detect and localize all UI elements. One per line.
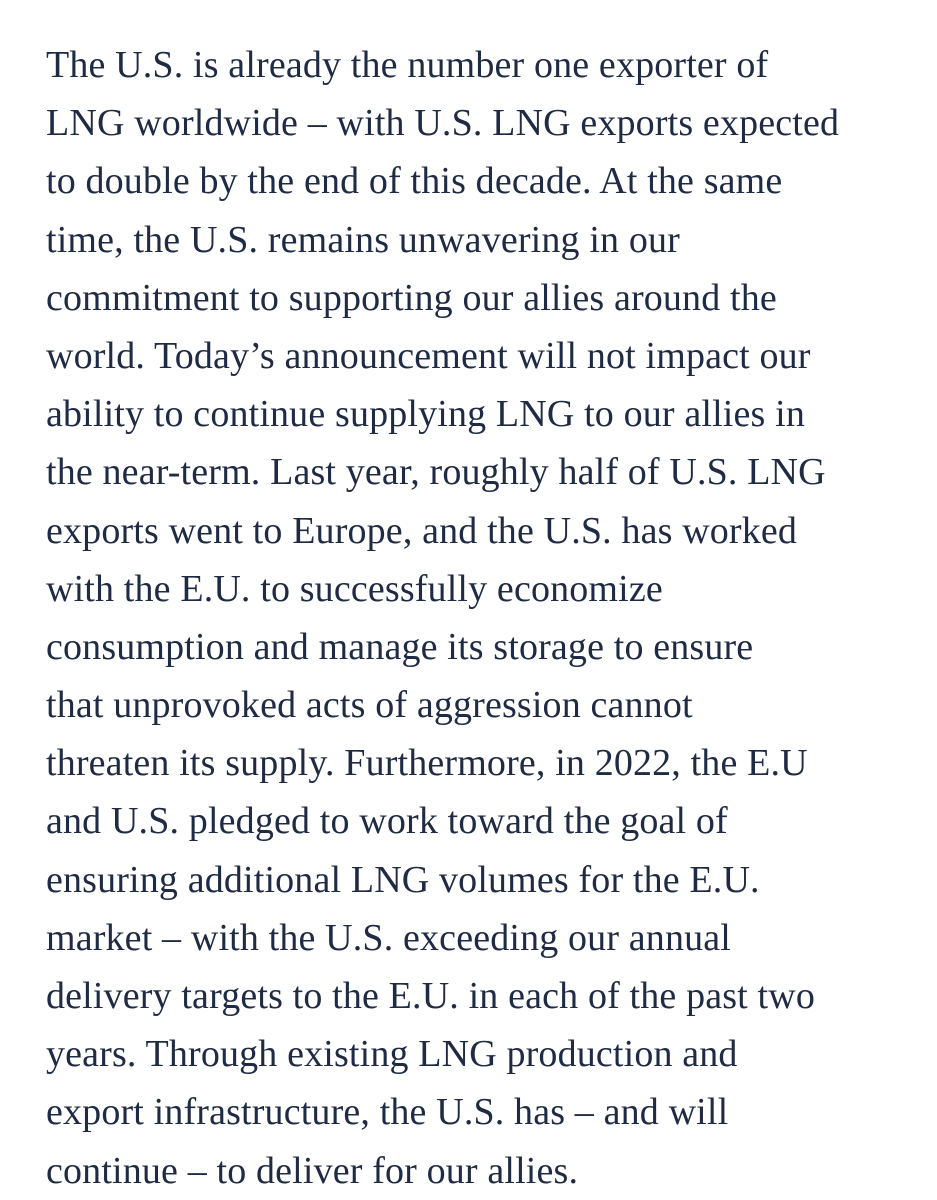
paragraph-line-19: export infrastructure, the U.S. has – and will [46,1091,729,1134]
paragraph-line-18: years. Through existing LNG production and [46,1033,738,1076]
paragraph-line-15: ensuring additional LNG volumes for the E.U. [46,858,760,901]
paragraph-line-7: ability to continue supplying LNG to our allies in [46,393,805,436]
paragraph-line-11: consumption and manage its storage to ensure [46,625,754,668]
paragraph-line-1: The U.S. is already the number one exporter of [46,44,769,86]
paragraph-line-20: continue – to deliver for our allies. [46,1149,579,1192]
paragraph-line-9: exports went to Europe, and the U.S. has worked [46,509,798,552]
paragraph-line-10: with the E.U. to successfully economize [46,567,663,610]
paragraph-line-5: commitment to supporting our allies around the [46,276,777,319]
paragraph-line-6: world. Today’s announcement will not impact our [46,334,811,377]
paragraph-line-14: and U.S. pledged to work toward the goal of [46,800,728,843]
paragraph-line-3: to double by the end of this decade. At the same [46,160,783,203]
paragraph-line-12: that unprovoked acts of aggression cannot [46,684,693,727]
paragraph-line-4: time, the U.S. remains unwavering in our [46,218,680,261]
paragraph-line-8: the near-term. Last year, roughly half of U.S. LNG [46,451,826,494]
statement-paragraph [46,36,926,1200]
paragraph-line-2: LNG worldwide – with U.S. LNG exports expected [46,102,840,145]
paragraph-line-16: market – with the U.S. exceeding our annual [46,916,731,959]
paragraph-line-13: threaten its supply. Furthermore, in 2022, the E.U [46,742,808,785]
paragraph-line-17: delivery targets to the E.U. in each of the past two [46,975,815,1017]
